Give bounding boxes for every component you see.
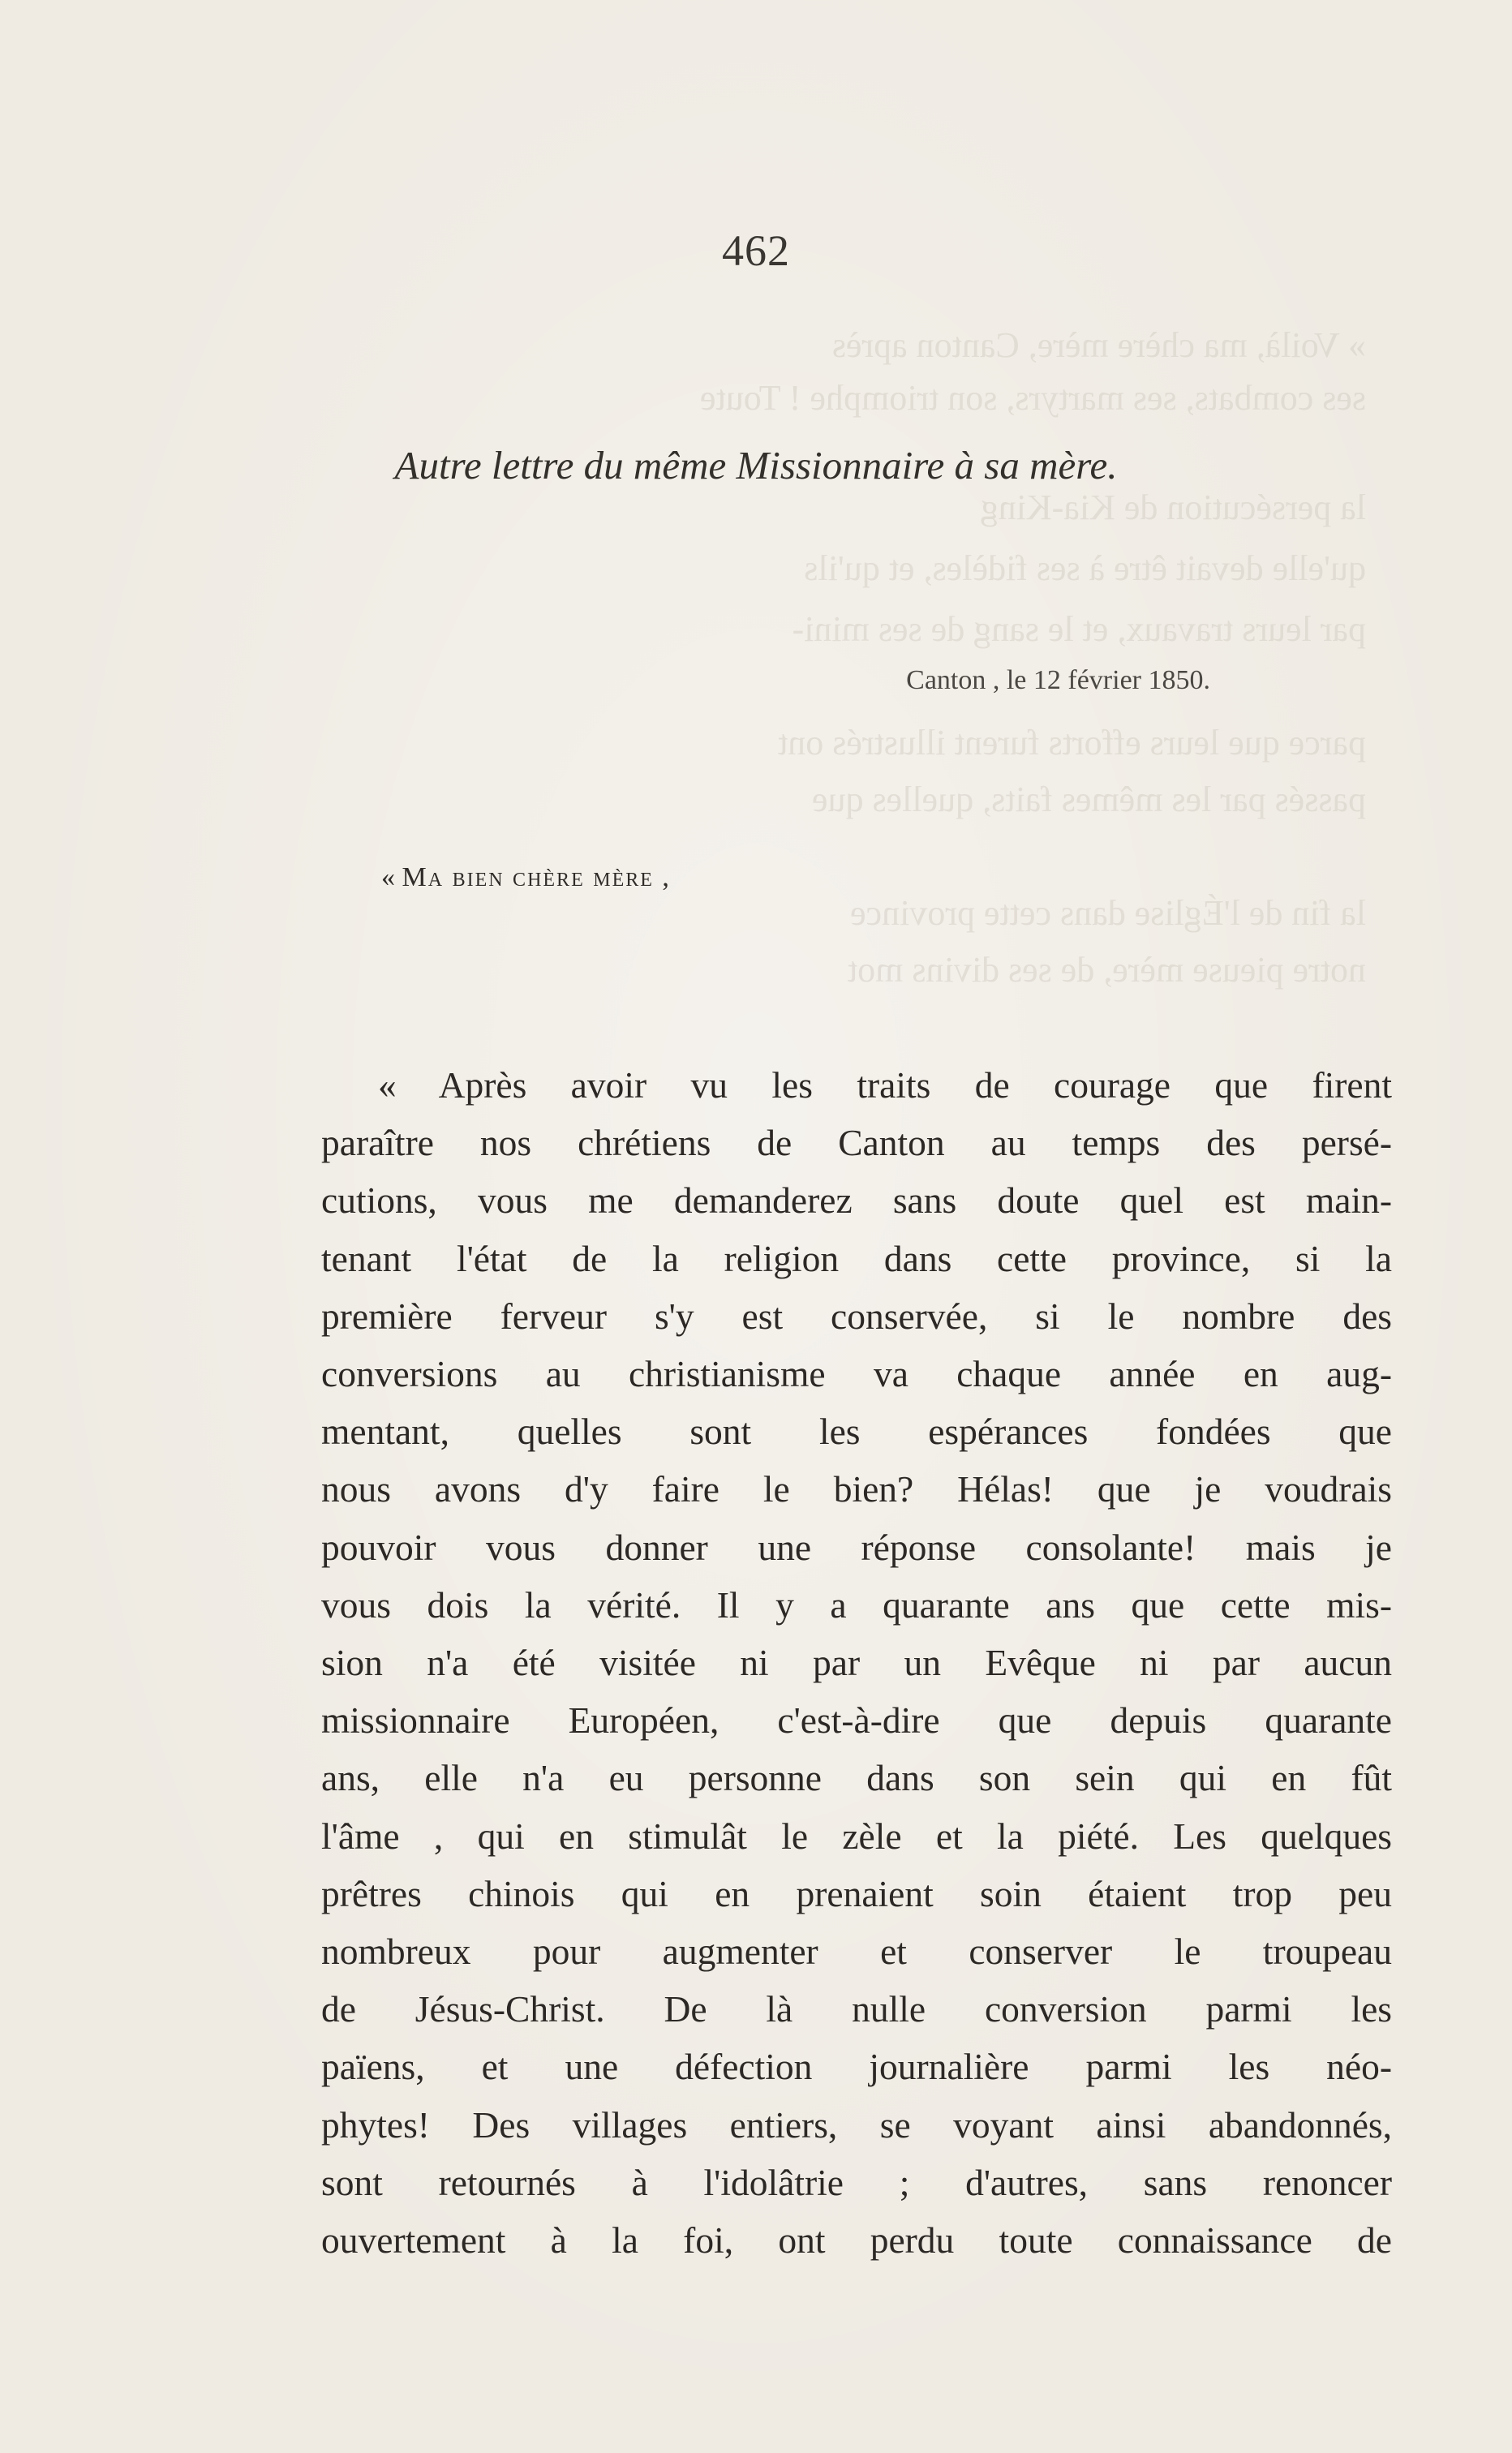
body-line: nous avons d'y faire le bien? Hélas! que je voudrais <box>321 1468 1392 1510</box>
svg-text:par leurs travaux, et le sang: par leurs travaux, et le sang de ses mini- <box>792 609 1366 649</box>
body-line: l'âme , qui en stimulât le zèle et la piété. Les quelques <box>321 1815 1392 1857</box>
svg-text:notre pieuse mère, de ses divi: notre pieuse mère, de ses divins mot <box>847 950 1366 990</box>
page-number: 462 <box>722 226 790 275</box>
body-line: nombreux pour augmenter et conserver le troupeau <box>321 1931 1392 1973</box>
svg-text:parce que leurs efforts furent: parce que leurs efforts furent illustrés ont <box>778 723 1366 763</box>
body-line: missionnaire Européen, c'est-à-dire que depuis quarante <box>321 1699 1392 1742</box>
body-line: première ferveur s'y est conservée, si le nombre des <box>321 1295 1392 1337</box>
body-line: de Jésus-Christ. De là nulle conversion parmi les <box>321 1988 1392 2030</box>
body-line: ouvertement à la foi, ont perdu toute connaissance de <box>321 2219 1392 2262</box>
body-line: sont retournés à l'idolâtrie ; d'autres, sans renoncer <box>321 2161 1392 2203</box>
body-line: phytes! Des villages entiers, se voyant ainsi abandonnés, <box>321 2103 1392 2146</box>
letter-body <box>321 1056 1392 2269</box>
body-line: mentant, quelles sont les espérances fondées que <box>321 1411 1392 1453</box>
svg-text:la persécution de Kia-King: la persécution de Kia-King <box>980 488 1366 527</box>
svg-text:» Voilà, ma chère mère, Canton: » Voilà, ma chère mère, Canton après <box>831 325 1366 365</box>
body-line: pouvoir vous donner une réponse consolante! mais je <box>321 1526 1392 1568</box>
body-line: païens, et une défection journalière parmi les néo- <box>321 2046 1392 2088</box>
body-line: « Après avoir vu les traits de courage que firent <box>378 1064 1392 1106</box>
body-line: tenant l'état de la religion dans cette province, si la <box>321 1237 1392 1279</box>
svg-text:qu'elle devait être à ses fidè: qu'elle devait être à ses fidèles, et qu'ils <box>804 548 1366 588</box>
svg-text:passés par les mêmes faits, qu: passés par les mêmes faits, quelles que <box>811 780 1366 819</box>
salutation-quote: « <box>381 862 402 892</box>
body-line: conversions au christianisme va chaque année en aug- <box>321 1353 1392 1395</box>
body-line: vous dois la vérité. Il y a quarante ans que cette mis- <box>321 1583 1392 1626</box>
letter-title: Autre lettre du même Missionnaire à sa mère. <box>394 443 1118 488</box>
svg-text:la fin de l'Église dans cette: la fin de l'Église dans cette province <box>850 893 1366 933</box>
salutation-text: Ma bien chère mère , <box>402 862 671 892</box>
body-line: cutions, vous me demanderez sans doute quel est main- <box>321 1179 1392 1222</box>
body-line: ans, elle n'a eu personne dans son sein qui en fût <box>321 1757 1392 1799</box>
body-line: sion n'a été visitée ni par un Evêque ni par aucun <box>321 1642 1392 1684</box>
body-line: paraître nos chrétiens de Canton au temps des persé- <box>321 1122 1392 1164</box>
svg-text:ses combats, ses martyrs, son: ses combats, ses martyrs, son triomphe ! Toute <box>700 378 1366 418</box>
body-line: prêtres chinois qui en prenaient soin étaient trop peu <box>321 1872 1392 1914</box>
salutation <box>381 862 671 893</box>
dateline: Canton , le 12 février 1850. <box>906 665 1210 695</box>
